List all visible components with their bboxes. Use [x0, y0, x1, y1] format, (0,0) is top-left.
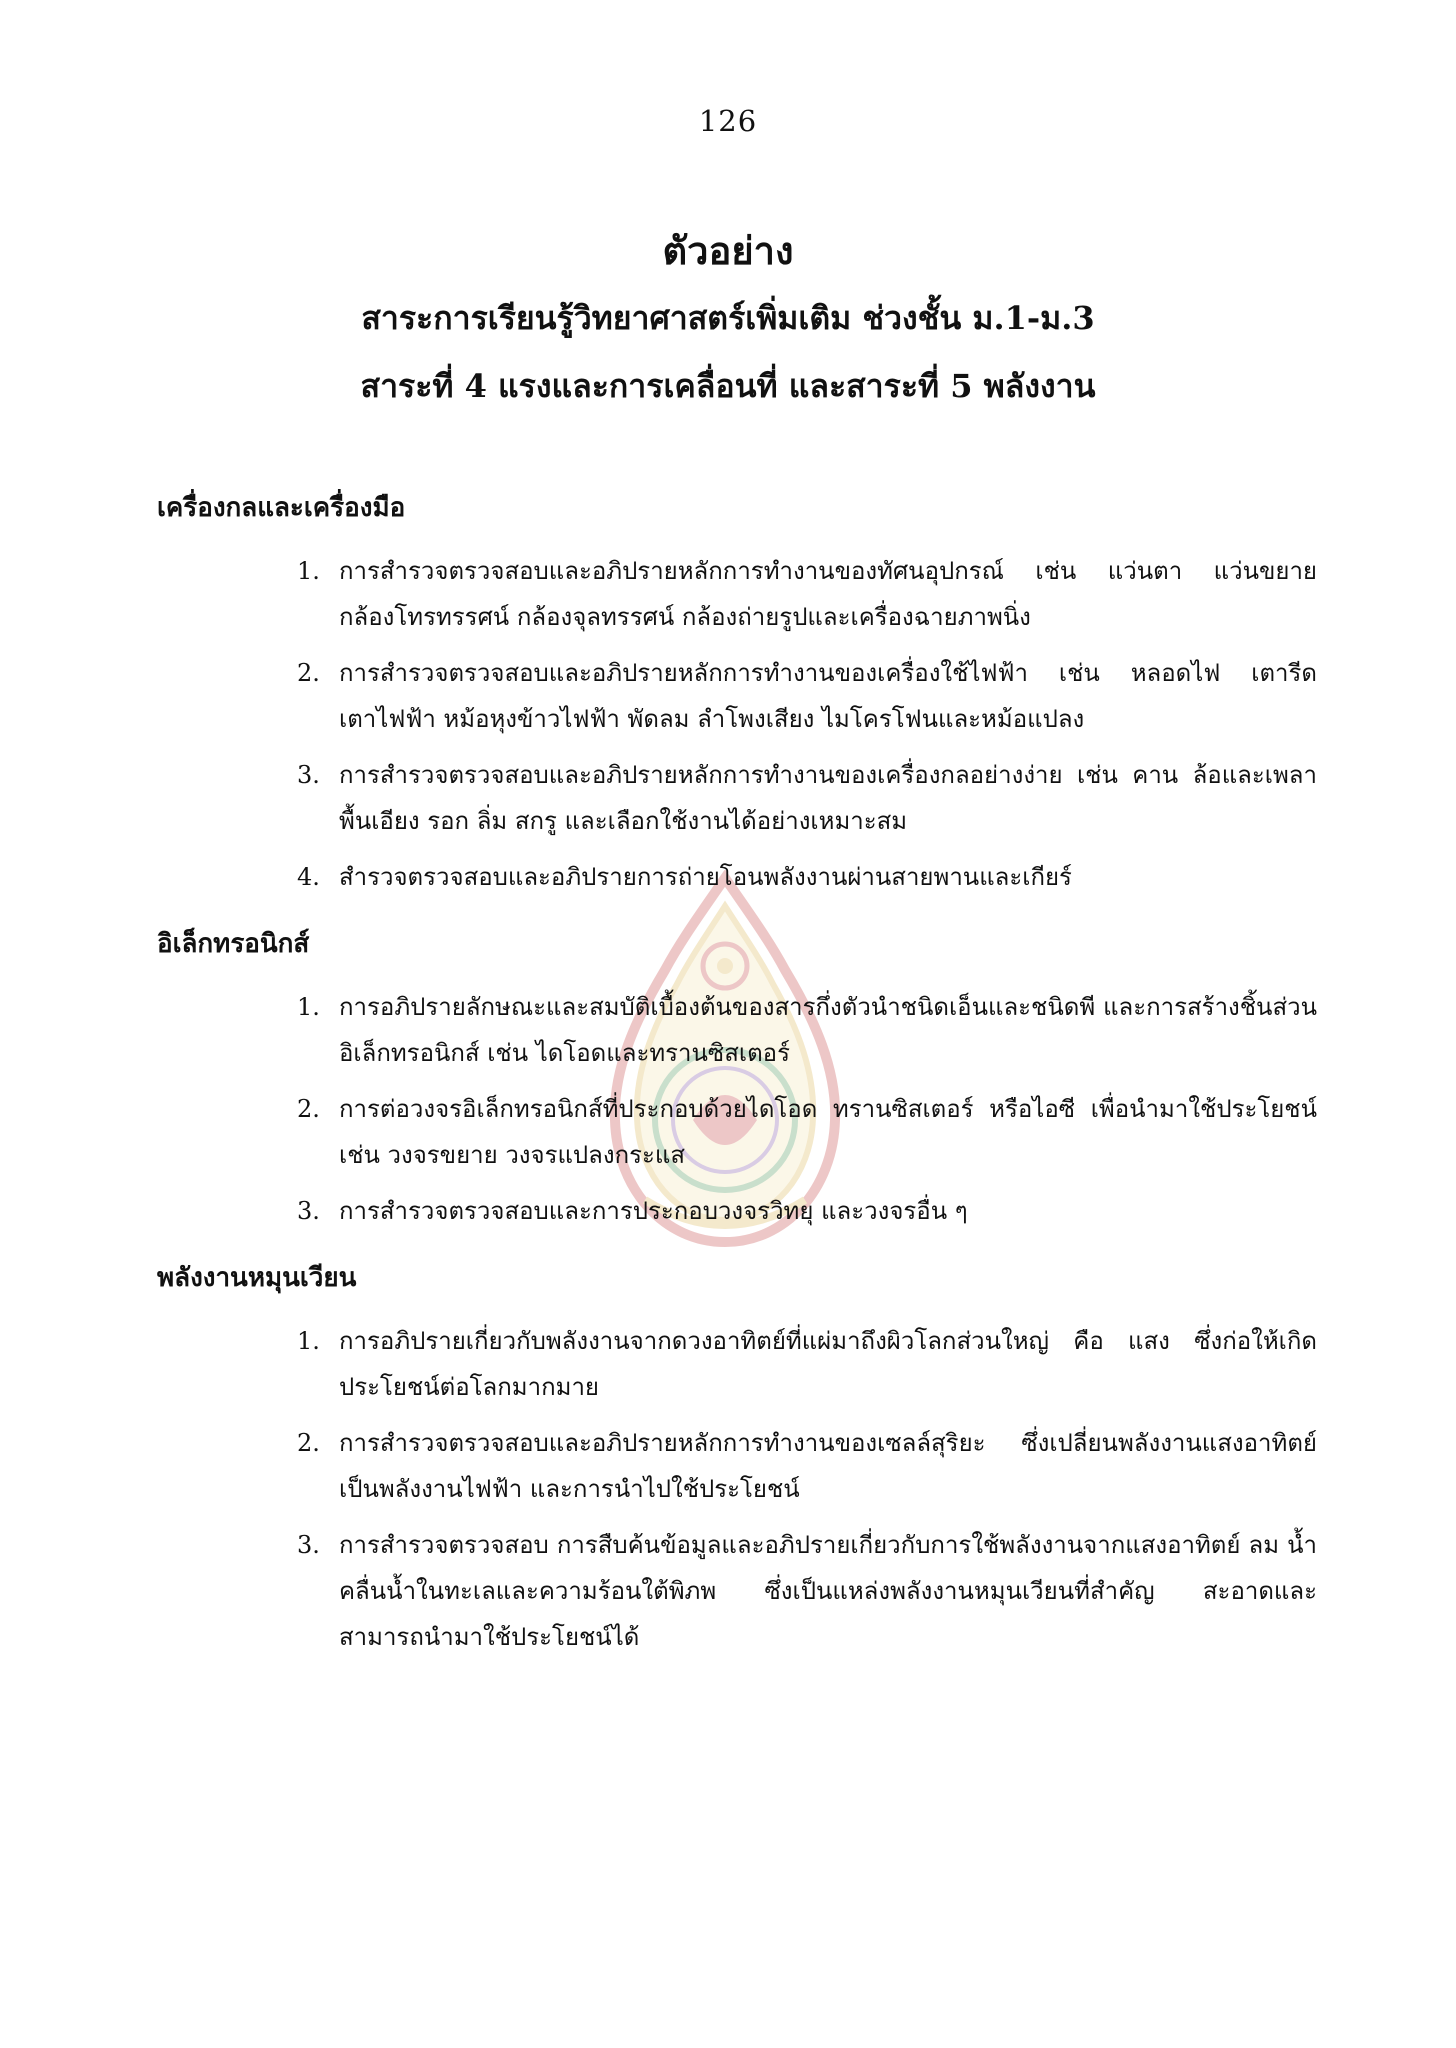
- list-item: [297, 984, 1317, 1076]
- list-item: [297, 1188, 1317, 1234]
- item-text: การสำรวจตรวจสอบและอภิปรายหลักการทำงานของเครื่องกลอย่างง่าย เช่น คาน ล้อและเพลา พื้นเอียง รอก ลิ่ม สกรู และเลือกใช้งานได้อย่างเหมาะสม: [339, 761, 1317, 835]
- list-item: [297, 1086, 1317, 1178]
- item-text: การสำรวจตรวจสอบและอภิปรายหลักการทำงานของเครื่องใช้ไฟฟ้า เช่น หลอดไฟ เตารีด เตาไฟฟ้า หม้อหุงข้าวไฟฟ้า พัดลม ลำโพงเสียง ไมโครโฟนและหม้อแปลง: [339, 659, 1317, 733]
- item-text: การสำรวจตรวจสอบและการประกอบวงจรวิทยุ และวงจรอื่น ๆ: [339, 1197, 968, 1225]
- list-item: [297, 752, 1317, 844]
- item-text: การอภิปรายเกี่ยวกับพลังงานจากดวงอาทิตย์ที่แผ่มาถึงผิวโลกส่วนใหญ่ คือ แสง ซึ่งก่อให้เกิดประโยชน์ต่อโลกมากมาย: [339, 1327, 1317, 1401]
- item-number: 2.: [297, 1095, 320, 1123]
- item-number: 1.: [297, 1327, 320, 1355]
- title-line-2: สาระการเรียนรู้วิทยาศาสตร์เพิ่มเติม ช่วงชั้น ม.1-ม.3: [361, 299, 1095, 337]
- item-text: การสำรวจตรวจสอบและอภิปรายหลักการทำงานของเซลล์สุริยะ ซึ่งเปลี่ยนพลังงานแสงอาทิตย์เป็นพลังงานไฟฟ้า และการนำไปใช้ประโยชน์: [339, 1429, 1317, 1503]
- list-item: [297, 650, 1317, 742]
- item-number: 1.: [297, 557, 320, 585]
- title-block: [0, 218, 1456, 420]
- item-text: การสำรวจตรวจสอบ การสืบค้นข้อมูลและอภิปรายเกี่ยวกับการใช้พลังงานจากแสงอาทิตย์ ลม น้ำ คลื่นน้ำในทะเลและความร้อนใต้พิภพ ซึ่งเป็นแหล่งพลังงานหมุนเวียนที่สำคัญ สะอาดและสามารถนำมาใช้ประโยชน์ได้: [339, 1531, 1317, 1651]
- section-heading: อิเล็กทรอนิกส์: [157, 929, 310, 959]
- item-number: 3.: [297, 1197, 320, 1225]
- section-heading: เครื่องกลและเครื่องมือ: [157, 493, 406, 523]
- item-number: 2.: [297, 659, 320, 687]
- list-item: [297, 548, 1317, 640]
- title-line-3: สาระที่ 4 แรงและการเคลื่อนที่ และสาระที่ 5 พลังงาน: [360, 367, 1096, 405]
- item-text: การต่อวงจรอิเล็กทรอนิกส์ที่ประกอบด้วยไดโอด ทรานซิสเตอร์ หรือไอซี เพื่อนำมาใช้ประโยชน์ เช่น วงจรขยาย วงจรแปลงกระแส: [339, 1095, 1317, 1169]
- content-sections: [157, 486, 1317, 1682]
- list-item: [297, 854, 1317, 900]
- item-number: 4.: [297, 863, 320, 891]
- section-machines: [157, 486, 1317, 900]
- section-electronics: [157, 922, 1317, 1234]
- list-item: [297, 1318, 1317, 1410]
- section-renewable-energy: [157, 1256, 1317, 1660]
- list-item: [297, 1420, 1317, 1512]
- item-text: การอภิปรายลักษณะและสมบัติเบื้องต้นของสารกึ่งตัวนำชนิดเอ็นและชนิดพี และการสร้างชิ้นส่วนอิเล็กทรอนิกส์ เช่น ไดโอดและทรานซิสเตอร์: [339, 993, 1317, 1067]
- item-text: สำรวจตรวจสอบและอภิปรายการถ่ายโอนพลังงานผ่านสายพานและเกียร์: [339, 863, 1072, 891]
- item-number: 2.: [297, 1429, 320, 1457]
- item-number: 3.: [297, 761, 320, 789]
- section-heading: พลังงานหมุนเวียน: [157, 1263, 357, 1293]
- item-number: 3.: [297, 1531, 320, 1559]
- list-item: [297, 1522, 1317, 1660]
- page-number: 126: [698, 104, 758, 138]
- item-number: 1.: [297, 993, 320, 1021]
- item-text: การสำรวจตรวจสอบและอภิปรายหลักการทำงานของทัศนอุปกรณ์ เช่น แว่นตา แว่นขยาย กล้องโทรทรรศน์ กล้องจุลทรรศน์ กล้องถ่ายรูปและเครื่องฉายภาพนิ่ง: [339, 557, 1317, 631]
- title-line-1: ตัวอย่าง: [662, 228, 794, 273]
